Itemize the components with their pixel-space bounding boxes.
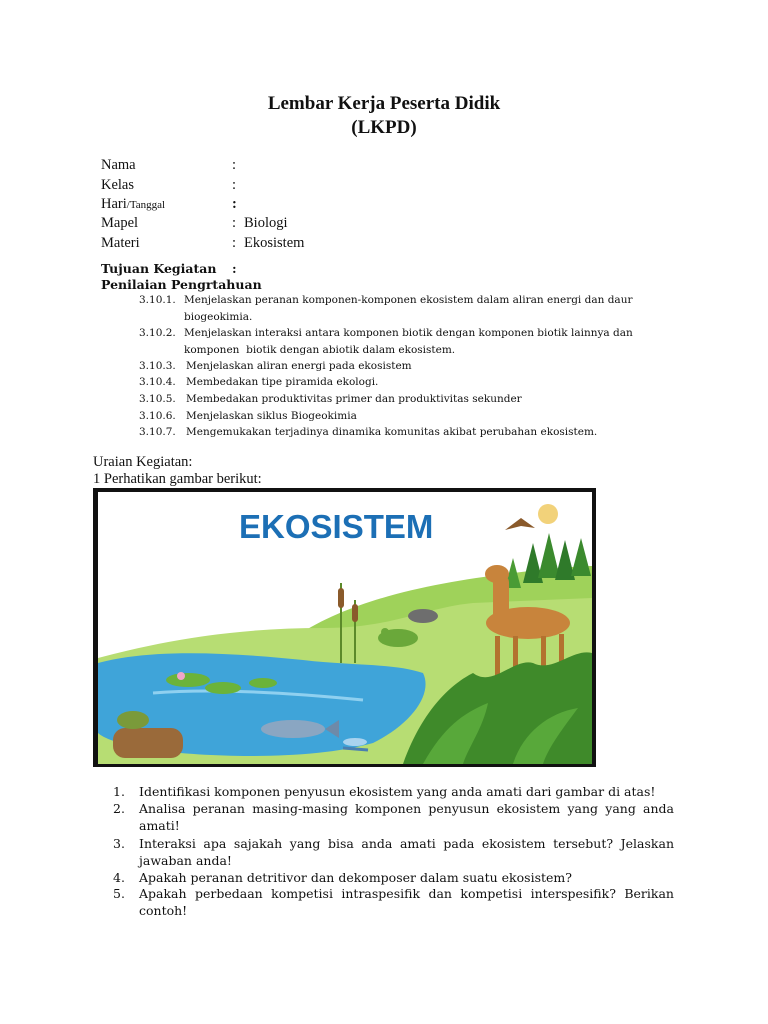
info-colon: : — [232, 177, 237, 193]
info-label-hari — [101, 196, 165, 213]
objective-number: 3.10.2. — [139, 327, 176, 339]
objective-text-continued: biogeokimia. — [184, 311, 253, 323]
info-label-hari-small: /Tanggal — [126, 199, 166, 211]
info-colon: : — [232, 235, 237, 251]
objective-text: Menjelaskan interaksi antara komponen biotik dengan komponen biotik lainnya dan — [184, 327, 633, 339]
info-label-kelas: Kelas — [101, 177, 135, 193]
log — [113, 728, 183, 758]
objective-number: 3.10.1. — [139, 294, 176, 306]
objective-text: Menjelaskan siklus Biogeokimia — [186, 410, 357, 422]
question-number: 1. — [113, 784, 125, 799]
objective-text: Menjelaskan aliran energi pada ekosistem — [186, 360, 412, 372]
info-colon: : — [232, 196, 237, 212]
turtle — [117, 711, 149, 729]
info-value-mapel: Biologi — [244, 215, 288, 231]
objective-text: Mengemukakan terjadinya dinamika komunitas akibat perubahan ekosistem. — [186, 426, 598, 438]
objectives-heading: Tujuan Kegiatan — [101, 261, 217, 276]
ecosystem-image — [93, 488, 596, 767]
info-label-nama: Nama — [101, 157, 136, 173]
objective-text: Menjelaskan peranan komponen-komponen ekosistem dalam aliran energi dan daur — [184, 294, 633, 306]
question-text: Apakah perbedaan kompetisi intraspesifik dan kompetisi interspesifik? Berikan contoh! — [139, 886, 674, 918]
question-text: Apakah peranan detritivor dan dekomposer dalam suatu ekosistem? — [139, 870, 572, 885]
objective-text-continued: komponen biotik dengan abiotik dalam ekosistem. — [184, 344, 456, 356]
question-number: 3. — [113, 836, 125, 851]
objective-number: 3.10.4. — [139, 376, 176, 388]
info-label-hari-main: Hari — [101, 196, 127, 212]
lotus-flower — [177, 672, 185, 680]
ecosystem-illustration — [93, 488, 596, 767]
question-number: 4. — [113, 870, 125, 885]
question-number: 5. — [113, 886, 125, 901]
info-colon: : — [232, 215, 237, 231]
objectives-colon: : — [232, 261, 237, 276]
lily-pad — [249, 678, 277, 688]
question-text: Analisa peranan masing-masing komponen penyusun ekosistem yang yang anda amati! — [139, 801, 674, 833]
info-label-materi: Materi — [101, 235, 140, 251]
objective-number: 3.10.5. — [139, 393, 176, 405]
activity-heading: Uraian Kegiatan: — [93, 454, 193, 470]
ecosystem-caption: EKOSISTEM — [239, 508, 434, 545]
question-number: 2. — [113, 801, 125, 816]
objective-number: 3.10.6. — [139, 410, 176, 422]
info-colon: : — [232, 157, 237, 173]
page-title: Lembar Kerja Peserta Didik — [267, 93, 501, 114]
objectives-subheading: Penilaian Pengrtahuan — [101, 277, 262, 292]
activity-instruction: 1 Perhatikan gambar berikut: — [93, 471, 262, 487]
info-value-materi: Ekosistem — [244, 235, 305, 251]
question-text: Interaksi apa sajakah yang bisa anda amati pada ekosistem tersebut? Jelaskan jawaban anda! — [139, 836, 674, 868]
page-subtitle: (LKPD) — [351, 117, 417, 138]
objective-number: 3.10.3. — [139, 360, 176, 372]
objective-text: Membedakan produktivitas primer dan produktivitas sekunder — [186, 393, 522, 405]
lily-pad — [205, 682, 241, 694]
raccoon — [408, 609, 438, 623]
info-label-mapel: Mapel — [101, 215, 139, 231]
lily-pad — [166, 673, 210, 687]
dragonfly — [343, 738, 368, 750]
objective-text: Membedakan tipe piramida ekologi. — [186, 376, 379, 388]
objective-number: 3.10.7. — [139, 426, 176, 438]
question-text: Identifikasi komponen penyusun ekosistem yang anda amati dari gambar di atas! — [139, 784, 656, 799]
